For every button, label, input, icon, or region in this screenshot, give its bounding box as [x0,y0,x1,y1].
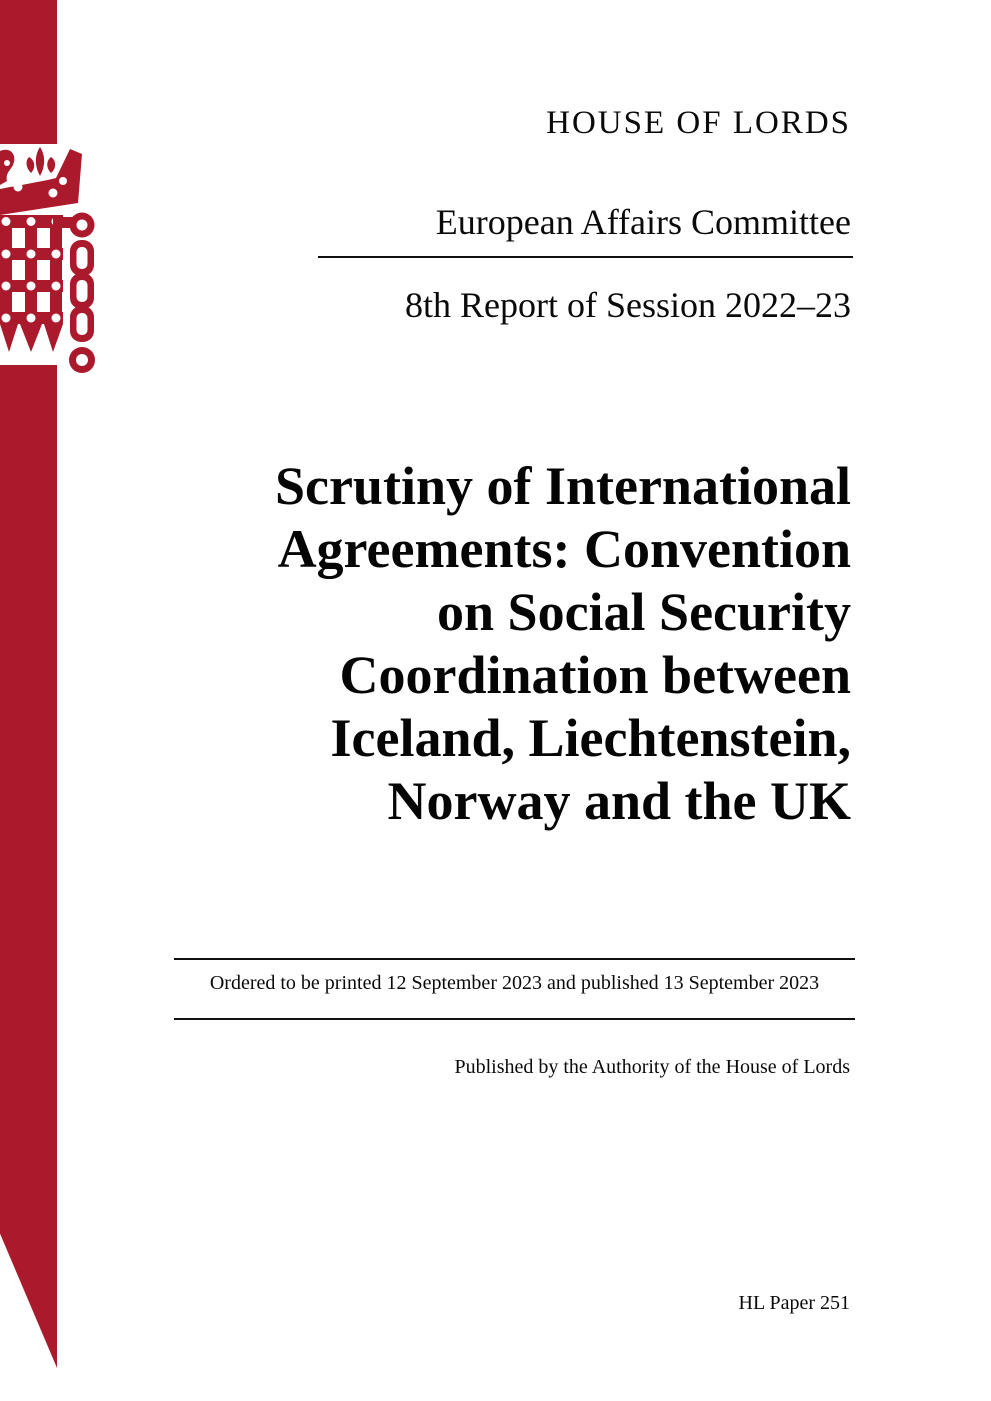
house-of-lords-crest-icon [0,145,100,380]
published-authority-line: Published by the Authority of the House of Lords [454,1056,850,1078]
report-title-line: Scrutiny of International [274,456,851,516]
committee-name: European Affairs Committee [435,202,851,242]
crown-icon [0,147,82,215]
report-title-line: Agreements: Convention [277,519,851,579]
imprint-divider-top [174,958,855,960]
report-title-line: Iceland, Liechtenstein, [330,708,851,768]
report-title [120,455,851,833]
report-title-line: Coordination between [339,645,851,705]
institution-title: HOUSE OF LORDS [546,105,851,141]
report-session-line: 8th Report of Session 2022–23 [405,285,851,325]
imprint-divider-bottom [174,1018,855,1020]
report-title-line: Norway and the UK [387,771,851,831]
red-ribbon-tail [0,365,57,1368]
ordered-printed-line: Ordered to be printed 12 September 2023 and published 13 September 2023 [209,972,820,994]
paper-number: HL Paper 251 [738,1292,850,1314]
red-ribbon-top [0,0,57,144]
report-title-line: on Social Security [437,582,851,642]
header-divider [318,256,853,258]
